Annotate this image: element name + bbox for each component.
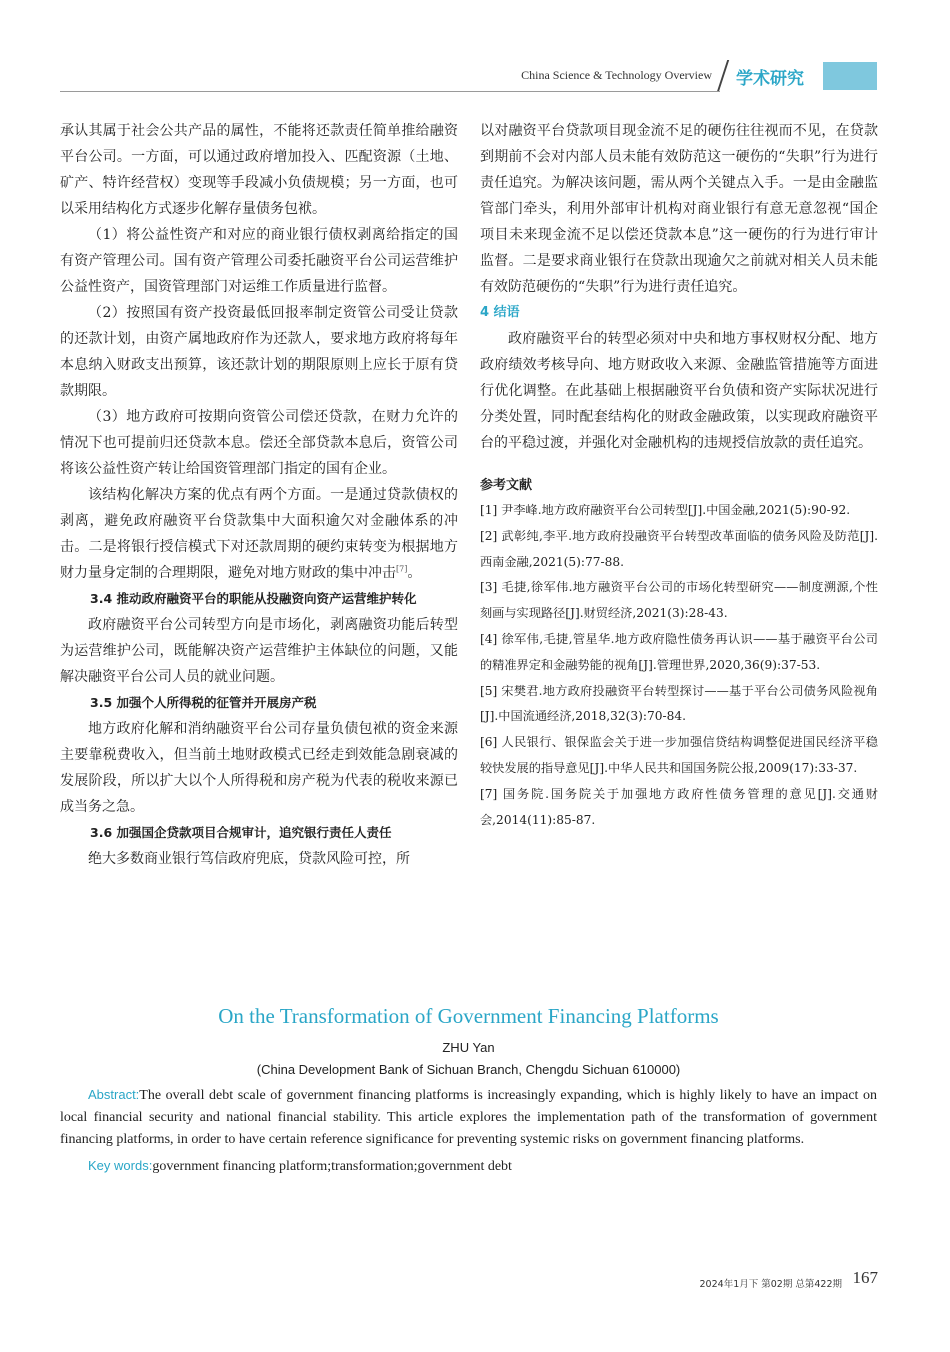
english-affiliation: (China Development Bank of Sichuan Branch, Chengdu Sichuan 610000) xyxy=(256,1062,681,1077)
references-title: 参考文献 xyxy=(480,478,533,493)
body-paragraph: 绝大多数商业银行笃信政府兜底，贷款风险可控，所 xyxy=(88,851,410,867)
header-color-block xyxy=(823,62,877,90)
body-paragraph xyxy=(60,482,458,586)
body-paragraph: （3）地方政府可按期向资管公司偿还贷款，在财力允许的情况下也可提前归还贷款本息。偿还全部贷款本息后，资管公司将该公益性资产转让给国资管理部门指定的国有企业。 xyxy=(60,409,458,477)
subsection-heading: 3.4 推动政府融资平台的职能从投融资向资产运营维护转化 xyxy=(90,591,417,606)
reference-item: [6] 人民银行、银保监会关于进一步加强信贷结构调整促进国民经济平稳较快发展的指导意见[J].中华人民共和国国务院公报,2009(17):33-37. xyxy=(480,735,878,775)
reference-item: [2] 武彰纯,李平.地方政府投融资平台转型改革面临的债务风险及防范[J].西南金融,2021(5):77-88. xyxy=(480,528,878,569)
body-paragraph: 以对融资平台贷款项目现金流不足的硬伤往往视而不见，在贷款到期前不会对内部人员未能有效防范这一硬伤的“失职”行为进行责任追究。为解决该问题，需从两个关键点入手。一是由金融监管部门牵头，利用外部审计机构对商业银行有意无意忽视“国企项目未来现金流不足以偿还贷款本息”这一硬伤的行为进行审计监督。二是要求商业银行在贷款出现逾欠之前就对相关人员未能有效防范硬伤的“失职”行为进行责任追究。 xyxy=(480,123,878,295)
body-paragraph: 地方政府化解和消纳融资平台公司存量负债包袱的资金来源主要靠税费收入，但当前土地财政模式已经走到效能急剧衰减的发展阶段，所以扩大以个人所得税和房产税为代表的税收来源已成当务之急。 xyxy=(60,721,458,815)
section-heading: 4 结语 xyxy=(480,305,520,320)
body-paragraph: （1）将公益性资产和对应的商业银行债权剥离给指定的国有资产管理公司。国有资产管理公司委托融资平台公司运营维护公益性资产，国资管理部门对运维工作质量进行监督。 xyxy=(60,227,458,295)
paragraph-text: 该结构化解决方案的优点有两个方面。一是通过贷款债权的剥离，避免政府融资平台贷款集中大面积逾欠对金融体系的冲击。二是将银行授信模式下对还款周期的硬约束转变为根据地方财力量身定制的合理期限，避免对地方财政的集中冲击 xyxy=(60,487,458,581)
left-column xyxy=(60,118,458,872)
english-abstract-block xyxy=(60,1000,877,1178)
page-footer xyxy=(0,1268,950,1294)
subsection-heading: 3.6 加强国企贷款项目合规审计，追究银行责任人责任 xyxy=(90,825,392,840)
header-slash-divider xyxy=(717,60,729,92)
page-number: 167 xyxy=(852,1268,878,1287)
issue-info: 2024年1月下 第02期 总第422期 xyxy=(699,1279,842,1290)
body-paragraph: 政府融资平台公司转型方向是市场化，剥离融资功能后转型为运营维护公司，既能解决资产运营维护主体缺位的问题，又能解决融资平台公司人员的就业问题。 xyxy=(60,617,458,685)
subsection-heading: 3.5 加强个人所得税的征管并开展房产税 xyxy=(90,695,317,710)
reference-item: [7] 国务院.国务院关于加强地方政府性债务管理的意见[J].交通财会,2014(11):85-87. xyxy=(480,786,878,827)
right-column xyxy=(480,118,878,833)
english-keywords xyxy=(60,1155,877,1178)
abstract-text: The overall debt scale of government financing platforms is increasingly expanding, which is highly likely to have an impact on local financial security and national financial stability. This article explores the implementation path of the transformation of government financing platforms, in order to have certain reference significance for preventing systemic risks on government financing platforms. xyxy=(60,1088,877,1147)
body-paragraph: 政府融资平台的转型必须对中央和地方事权财权分配、地方政府绩效考核导向、地方财政收入来源、金融监管措施等方面进行优化调整。在此基础上根据融资平台负债和资产实际状况进行分类处置，同时配套结构化的财政金融政策，以实现政府融资平台的平稳过渡，并强化对金融机构的违规授信放款的责任追究。 xyxy=(480,331,878,451)
paragraph-tail: 。 xyxy=(407,565,422,581)
journal-name: China Science & Technology Overview xyxy=(521,68,712,82)
reference-item: [5] 宋樊君.地方政府投融资平台转型探讨——基于平台公司债务风险视角[J].中国流通经济,2018,32(3):70-84. xyxy=(480,683,878,724)
body-paragraph: 承认其属于社会公共产品的属性，不能将还款责任简单推给融资平台公司。一方面，可以通过政府增加投入、匹配资源（土地、矿产、特许经营权）变现等手段减小负债规模；另一方面，也可以采用结构化方式逐步化解存量债务包袱。 xyxy=(60,123,458,217)
abstract-label: Abstract: xyxy=(88,1087,140,1102)
citation-marker: [7] xyxy=(396,564,408,574)
page-header xyxy=(0,60,950,94)
english-title: On the Transformation of Government Financing Platforms xyxy=(218,1004,719,1028)
reference-item: [1] 尹李峰.地方政府融资平台公司转型[J].中国金融,2021(5):90-92. xyxy=(480,503,851,517)
reference-item: [3] 毛捷,徐军伟.地方融资平台公司的市场化转型研究——制度溯源,个性刻画与实现路径[J].财贸经济,2021(3):28-43. xyxy=(480,580,878,621)
english-abstract xyxy=(60,1084,877,1151)
keywords-text: government financing platform;transformation;government debt xyxy=(152,1159,512,1174)
english-author: ZHU Yan xyxy=(442,1040,495,1055)
header-rule xyxy=(60,91,720,92)
section-tag: 学术研究 xyxy=(736,69,804,89)
reference-item: [4] 徐军伟,毛捷,管星华.地方政府隐性债务再认识——基于融资平台公司的精准界定和金融势能的视角[J].管理世界,2020,36(9):37-53. xyxy=(480,631,878,672)
body-paragraph: （2）按照国有资产投资最低回报率制定资管公司受让贷款的还款计划，由资产属地政府作为还款人，要求地方政府将每年本息纳入财政支出预算，该还款计划的期限原则上应长于原有贷款期限。 xyxy=(60,305,458,399)
keywords-label: Key words: xyxy=(88,1158,153,1173)
